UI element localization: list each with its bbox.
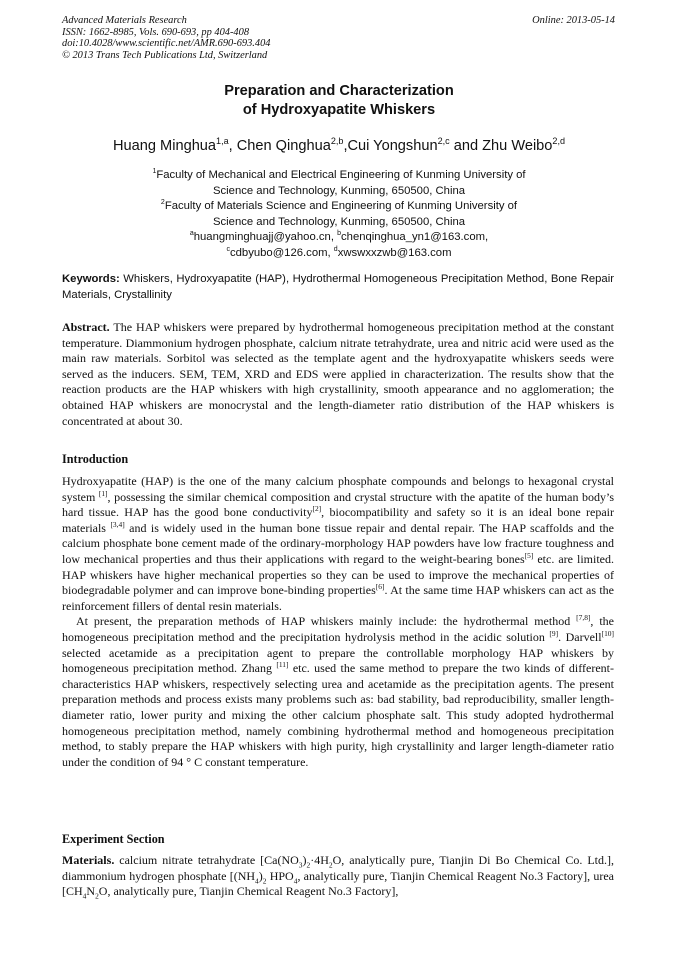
body-text: Hydroxyapatite (HAP) is the one of the many calcium phosphate compounds and belongs to hexagonal crystal system bbox=[62, 474, 614, 504]
body-text: HPO bbox=[266, 868, 294, 883]
subscript: 4 bbox=[255, 875, 259, 885]
body-text: etc. are limited. HAP whiskers have higher mechanical properties so they can be used to improve the mechanical properties of biodegradable polymer and can improve bone-binding properties bbox=[62, 551, 614, 598]
citation: [1] bbox=[98, 488, 108, 498]
email-link[interactable]: huangminghuajj@yahoo.cn, bbox=[193, 231, 338, 244]
citation: [10] bbox=[601, 628, 614, 638]
subscript: 3 bbox=[298, 860, 303, 870]
intro-paragraph-1 bbox=[62, 474, 614, 614]
body-text: etc. used the same method to prepare the two kinds of different-characteristics HAP whiskers, respectively selecting urea and acetamide as the precipitation agents. The present preparation methods and process exists many problems such as: bad stability, bad reproducibility, smaller length-diameter ratio, lower purity and mixing the other calcium phosphate salt. This study adopted hydrothermal homogeneous precipitation method, namely combining hydrothermal method and homogeneous precipitation method, to stably prepare the HAP whiskers with high purity, high crystallinity and larger length-diameter ratio under the condition of 94 ° C constant temperature. bbox=[62, 661, 614, 769]
title-line-1: Preparation and Characterization bbox=[224, 83, 454, 99]
email-marker: a bbox=[189, 230, 194, 238]
publication-header bbox=[62, 15, 617, 61]
subscript: 2 bbox=[95, 891, 99, 901]
affiliation-text: Faculty of Mechanical and Electrical Engineering of Kunming University of bbox=[156, 169, 526, 181]
body-text: selected acetamide as a precipitation agent to prepare the controllable morphology HAP whiskers by homogeneous precipitation method. Zhang bbox=[62, 645, 614, 676]
body-text: N bbox=[86, 884, 96, 899]
email-marker: d bbox=[333, 246, 338, 254]
subscript: 2 bbox=[262, 875, 267, 885]
author-name: , Chen Qinghua bbox=[228, 138, 331, 154]
subscript: 2 bbox=[306, 860, 311, 870]
body-text: , possessing the similar chemical composition and crystal structure with the apatite of the human body’s hard tissue. HAP has the good bone conductivity bbox=[62, 489, 614, 520]
email-link[interactable]: cdbyubo@126.com, bbox=[230, 246, 334, 259]
body-text: ) bbox=[302, 853, 307, 867]
citation: [9] bbox=[549, 628, 559, 638]
author-superscript: 2,b bbox=[330, 136, 344, 147]
affiliation-2-line-1 bbox=[0, 199, 678, 215]
email-marker: c bbox=[226, 246, 230, 254]
author-list bbox=[0, 137, 678, 155]
introduction-heading: Introduction bbox=[62, 452, 129, 466]
affiliation-marker: 1 bbox=[152, 168, 157, 176]
abstract bbox=[62, 320, 614, 429]
citation: [5] bbox=[524, 550, 534, 560]
email-marker: b bbox=[337, 230, 342, 238]
affiliation-marker: 2 bbox=[160, 199, 165, 207]
author-name: Huang Minghua bbox=[113, 138, 217, 154]
citation: [6] bbox=[375, 582, 385, 592]
email-link[interactable]: chenqinghua_yn1@163.com, bbox=[341, 231, 489, 244]
doi-line: doi:10.4028/www.scientific.net/AMR.690-693.404 bbox=[62, 38, 271, 50]
paper-title bbox=[0, 82, 678, 119]
body-text: O, analytically pure, Tianjin Chemical Reagent No.3 Factory], bbox=[98, 884, 399, 899]
body-text: ·4H bbox=[310, 853, 329, 867]
body-text: and is widely used in the human bone tissue repair and dental repair. The HAP scaffolds and the calcium phosphate bone cement made of the ordinary-morphology HAP powders have low fracture toughness and low mechanical properties and thus their applications with regard to the weight-bearing bones bbox=[62, 520, 614, 566]
abstract-label: Abstract. bbox=[62, 320, 110, 334]
keywords bbox=[62, 272, 614, 304]
keywords-label: Keywords: bbox=[62, 273, 120, 285]
author-superscript: 2,c bbox=[437, 136, 450, 147]
email-link[interactable]: xwswxxzwb@163.com bbox=[337, 246, 452, 259]
email-line-1 bbox=[0, 230, 678, 246]
citation: [2] bbox=[312, 504, 322, 514]
body-text: ) bbox=[258, 868, 263, 883]
abstract-text: The HAP whiskers were prepared by hydrothermal homogeneous precipitation method at the constant temperature. Diammonium hydrogen phosphate, calcium nitrate tetrahydrate, urea and nitric acid were used as the main raw materials. Sorbitol was selected as the template agent and the hydroxyapatite whiskers seeds were served as the inducers. SEM, TEM, XRD and EDS were applied in characterization. The results show that the reaction products are the HAP whiskers with high crystallinity, smooth appearance and no agglomeration; the obtained HAP whiskers are monocrystal and the length-diameter ratio distribution of the HAP whiskers is concentrated at about 30. bbox=[62, 320, 614, 428]
title-line-2: of Hydroxyapatite Whiskers bbox=[242, 101, 436, 118]
experiment-heading: Experiment Section bbox=[62, 832, 165, 846]
body-text: , biocompatibility and safety so it is an ideal bone repair materials bbox=[62, 505, 614, 535]
keywords-text: Whiskers, Hydroxyapatite (HAP), Hydrothermal Homogeneous Precipitation Method, Bone Repair Materials, Crystallinity bbox=[62, 273, 614, 301]
affiliation-2-line-2: Science and Technology, Kunming, 650500, China bbox=[212, 215, 466, 228]
body-text: . At the same time HAP whiskers can act as the reinforcement fillers of dental resin materials. bbox=[62, 583, 615, 613]
author-name: ,Cui Yongshun bbox=[343, 138, 438, 154]
issn-line: ISSN: 1662-8985, Vols. 690-693, pp 404-408 bbox=[62, 26, 250, 38]
author-superscript: 1,a bbox=[216, 136, 229, 147]
introduction-body bbox=[62, 474, 614, 770]
body-text: , the homogeneous precipitation method and the precipitation hydrolysis method in the acidic solution bbox=[62, 614, 614, 644]
materials-text bbox=[62, 853, 614, 900]
affiliation-text: Faculty of Materials Science and Engineering of Kunming University of bbox=[164, 200, 518, 213]
intro-paragraph-2 bbox=[62, 614, 614, 770]
body-text: , analytically pure, Tianjin Chemical Reagent No.3 Factory], urea [CH bbox=[62, 868, 614, 899]
affiliation-1-line-1 bbox=[0, 168, 678, 184]
journal-name: Advanced Materials Research bbox=[62, 15, 187, 26]
body-text: . Darvell bbox=[558, 629, 602, 644]
body-text: At present, the preparation methods of HAP whiskers mainly include: the hydrothermal method bbox=[76, 614, 577, 629]
author-name: and Zhu Weibo bbox=[449, 138, 553, 154]
body-text: calcium nitrate tetrahydrate [Ca(NO bbox=[114, 853, 299, 867]
subscript: 4 bbox=[293, 875, 298, 885]
citation: [11] bbox=[276, 660, 289, 670]
body-text: O, analytically pure, Tianjin Di Bo Chemical Co. Ltd.], diammonium hydrogen phosphate [(NH bbox=[62, 853, 614, 883]
subscript: 4 bbox=[82, 891, 87, 901]
author-superscript: 2,d bbox=[552, 136, 565, 147]
citation: [3,4] bbox=[110, 519, 125, 529]
online-date: Online: 2013-05-14 bbox=[532, 15, 615, 26]
affiliation-1-line-2: Science and Technology, Kunming, 650500, China bbox=[212, 184, 466, 197]
copyright-line: © 2013 Trans Tech Publications Ltd, Switzerland bbox=[62, 49, 268, 61]
citation: [7,8] bbox=[576, 613, 591, 623]
subscript: 2 bbox=[328, 860, 333, 870]
affiliations bbox=[0, 168, 678, 262]
materials-label: Materials. bbox=[62, 853, 115, 867]
materials-paragraph bbox=[62, 853, 614, 900]
email-line-2 bbox=[0, 246, 678, 262]
